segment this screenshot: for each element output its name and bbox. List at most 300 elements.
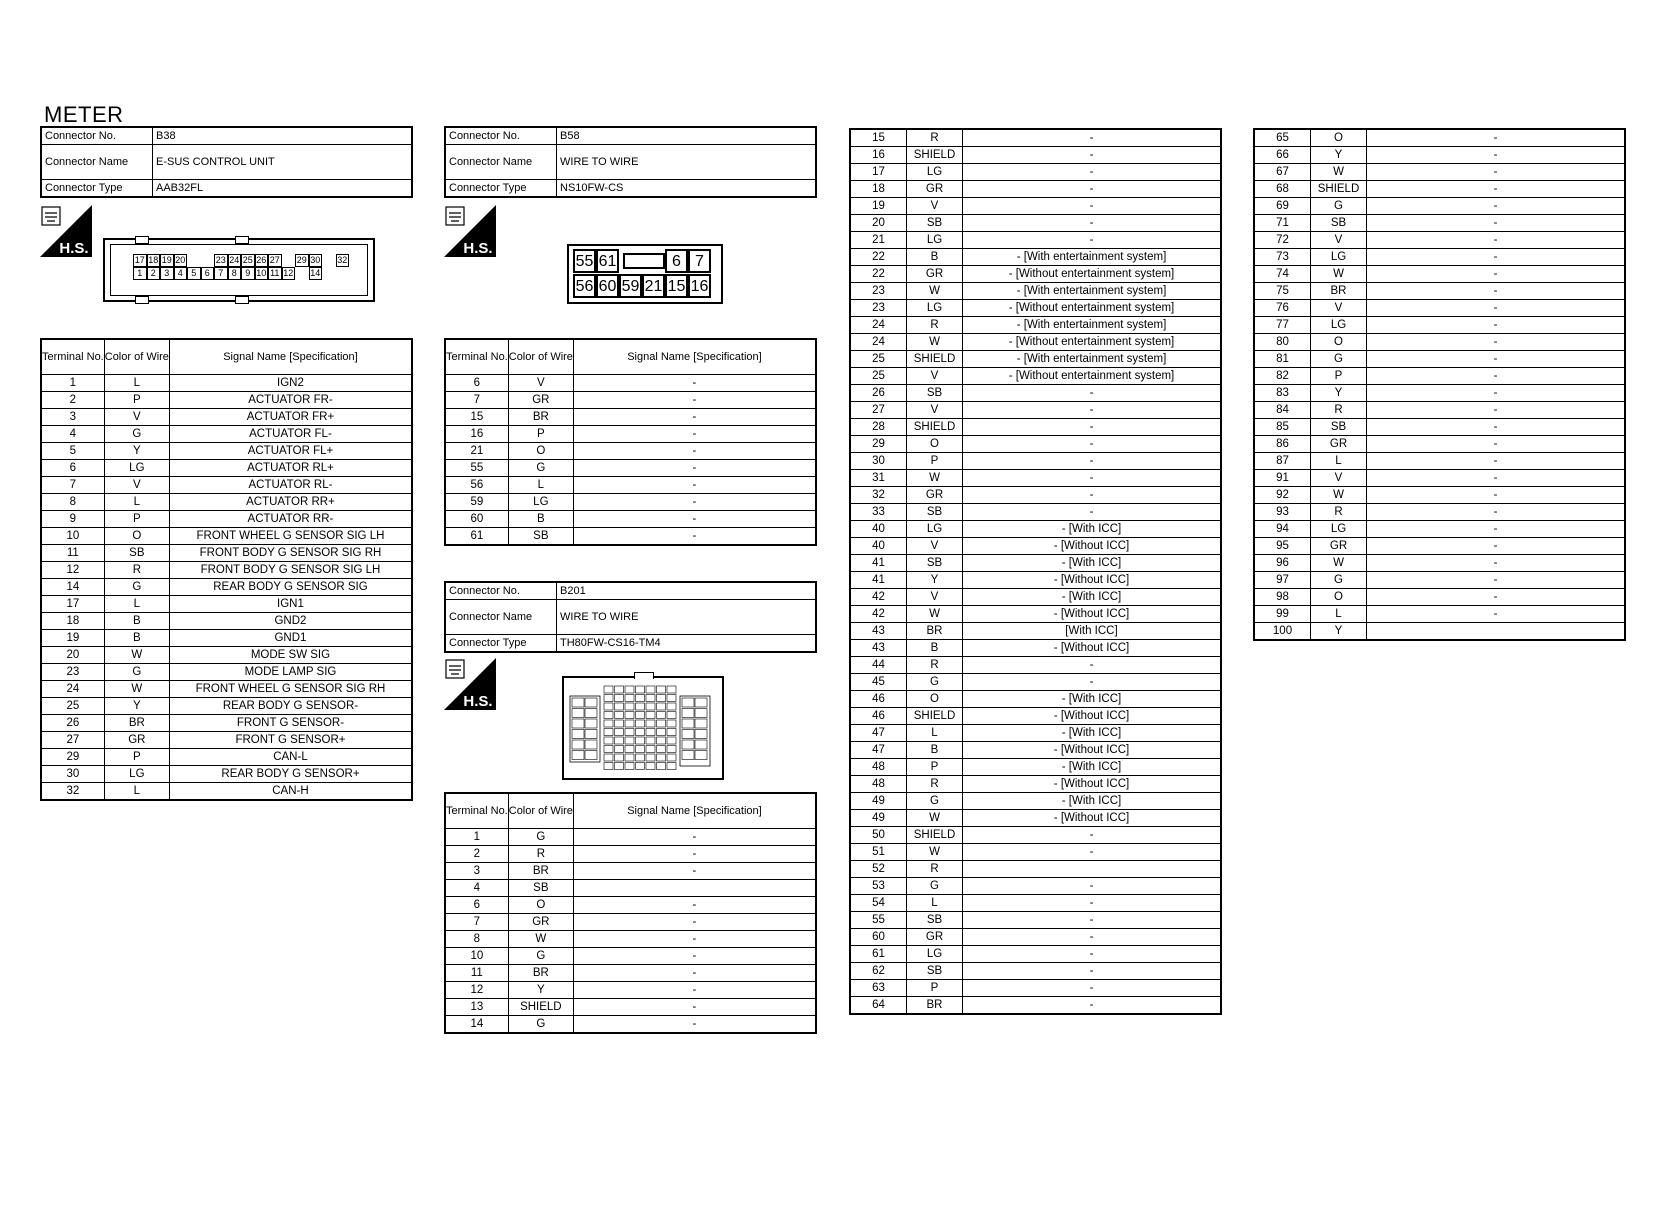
wire-color-cell: P — [907, 453, 963, 470]
signal-name-cell: - [Without ICC] — [963, 776, 1222, 793]
terminal-no-cell: 61 — [850, 946, 907, 963]
wire-color-cell: LG — [907, 232, 963, 249]
terminal-no-cell: 21 — [850, 232, 907, 249]
terminal-no-cell: 17 — [850, 164, 907, 181]
table-row — [850, 657, 1221, 674]
terminal-no-cell: 24 — [850, 317, 907, 334]
connector-pin — [625, 686, 634, 693]
terminal-no-cell: 84 — [1254, 402, 1311, 419]
signal-name-cell: ACTUATOR RL- — [169, 477, 412, 494]
wire-color-cell: BR — [508, 863, 573, 880]
terminal-no-cell: 87 — [1254, 453, 1311, 470]
connector-pin — [657, 754, 666, 761]
table-row — [850, 334, 1221, 351]
table-row — [850, 793, 1221, 810]
connector-key — [623, 253, 665, 269]
wire-color-cell: V — [907, 589, 963, 606]
terminal-no-cell: 12 — [41, 562, 104, 579]
terminal-no-cell: 65 — [1254, 129, 1311, 147]
signal-name-cell: - — [1367, 368, 1626, 385]
connector-diagram-b201 — [562, 676, 724, 780]
connector-pin — [646, 695, 655, 702]
wire-color-cell: SB — [907, 504, 963, 521]
signal-name-cell: GND1 — [169, 630, 412, 647]
table-row — [445, 965, 816, 982]
wire-color-cell: W — [907, 470, 963, 487]
table-row — [850, 521, 1221, 538]
terminal-no-cell: 2 — [445, 846, 508, 863]
connector-pin — [646, 754, 655, 761]
signal-name-cell: - — [1367, 572, 1626, 589]
signal-name-cell: - — [1367, 521, 1626, 538]
connector-pin — [682, 709, 694, 718]
wire-color-cell: LG — [1311, 249, 1367, 266]
signal-name-cell: ACTUATOR RR+ — [169, 494, 412, 511]
signal-name-cell: - — [1367, 606, 1626, 623]
terminal-no-cell: 25 — [850, 351, 907, 368]
table-row — [1254, 215, 1625, 232]
table-row — [445, 494, 816, 511]
connector-pin — [636, 712, 645, 719]
table-row — [850, 453, 1221, 470]
signal-name-cell: - — [1367, 249, 1626, 266]
header-terminal: Terminal No. — [445, 339, 508, 375]
connector-pin — [615, 737, 624, 744]
signal-name-cell: - [Without entertainment system] — [963, 300, 1222, 317]
harness-side-icon — [444, 658, 496, 710]
terminal-no-cell: 73 — [1254, 249, 1311, 266]
terminal-no-cell: 60 — [850, 929, 907, 946]
signal-name-cell: - — [1367, 351, 1626, 368]
signal-name-cell: - [With entertainment system] — [963, 249, 1222, 266]
terminal-no-cell: 97 — [1254, 572, 1311, 589]
connector-pin: 32 — [337, 255, 348, 265]
signal-name-cell: - — [963, 912, 1222, 929]
terminal-no-cell: 25 — [41, 698, 104, 715]
table-row — [41, 749, 412, 766]
terminal-no-cell: 77 — [1254, 317, 1311, 334]
signal-name-cell: - — [1367, 283, 1626, 300]
terminal-no-cell: 31 — [850, 470, 907, 487]
connector-pin — [657, 703, 666, 710]
table-row — [1254, 129, 1625, 147]
signal-name-cell: REAR BODY G SENSOR- — [169, 698, 412, 715]
signal-name-cell: - — [573, 528, 816, 546]
table-row — [850, 300, 1221, 317]
table-row — [850, 742, 1221, 759]
terminal-no-cell: 66 — [1254, 147, 1311, 164]
wire-color-cell: LG — [1311, 521, 1367, 538]
table-row — [445, 931, 816, 948]
connector-pin — [636, 720, 645, 727]
connector-pin — [615, 703, 624, 710]
header-terminal: Terminal No. — [445, 793, 508, 829]
wire-color-cell: BR — [508, 409, 573, 426]
table-row — [41, 698, 412, 715]
signal-name-cell — [573, 880, 816, 897]
table-row — [445, 880, 816, 897]
signal-name-cell: - — [1367, 232, 1626, 249]
connector-pin — [636, 754, 645, 761]
connector-pin — [615, 695, 624, 702]
connector-pin — [625, 737, 634, 744]
connector-pin — [682, 730, 694, 739]
connector-pin — [604, 729, 613, 736]
table-row — [41, 596, 412, 613]
table-row — [850, 861, 1221, 878]
terminal-no-cell: 29 — [41, 749, 104, 766]
wire-color-cell: L — [104, 596, 169, 613]
terminal-no-cell: 43 — [850, 640, 907, 657]
connector-name-label: Connector Name — [445, 145, 557, 180]
wire-color-cell: LG — [907, 164, 963, 181]
signal-name-cell: FRONT WHEEL G SENSOR SIG LH — [169, 528, 412, 545]
connector-pin: 20 — [175, 255, 186, 265]
table-row — [850, 997, 1221, 1015]
terminal-no-cell: 16 — [850, 147, 907, 164]
terminal-no-cell: 3 — [445, 863, 508, 880]
connector-pin: 5 — [187, 267, 201, 280]
signal-name-cell: - — [1367, 436, 1626, 453]
wire-color-cell: O — [508, 897, 573, 914]
connector-type-label: Connector Type — [445, 180, 557, 198]
connector-pin — [646, 720, 655, 727]
terminal-no-cell: 49 — [850, 810, 907, 827]
wire-color-cell: B — [907, 742, 963, 759]
wire-color-cell: SB — [508, 880, 573, 897]
wire-color-cell: Y — [1311, 623, 1367, 641]
wire-color-cell: P — [907, 759, 963, 776]
wire-color-cell: W — [1311, 164, 1367, 181]
signal-name-cell: - — [573, 965, 816, 982]
terminal-no-cell: 26 — [850, 385, 907, 402]
signal-name-cell: - — [963, 215, 1222, 232]
connector-pin — [615, 720, 624, 727]
wire-color-cell: P — [104, 511, 169, 528]
connector-pin — [636, 703, 645, 710]
connector-pin — [636, 729, 645, 736]
signal-name-cell: - — [963, 385, 1222, 402]
connector-pin: 15 — [665, 274, 688, 298]
table-row — [850, 640, 1221, 657]
terminal-no-cell: 32 — [850, 487, 907, 504]
connector-pin — [604, 712, 613, 719]
table-row — [445, 1016, 816, 1034]
terminal-no-cell: 63 — [850, 980, 907, 997]
signal-name-cell: - — [1367, 504, 1626, 521]
terminal-no-cell: 6 — [41, 460, 104, 477]
wire-color-cell: Y — [508, 982, 573, 999]
terminal-no-cell: 1 — [445, 829, 508, 846]
signal-name-cell: ACTUATOR FL+ — [169, 443, 412, 460]
table-row — [41, 579, 412, 596]
terminal-no-cell: 4 — [41, 426, 104, 443]
table-row — [1254, 181, 1625, 198]
connector-name-value: WIRE TO WIRE — [557, 145, 817, 180]
connector-pin — [682, 719, 694, 728]
signal-name-cell: ACTUATOR FR+ — [169, 409, 412, 426]
wire-color-cell: L — [1311, 606, 1367, 623]
connector-type-value: AAB32FL — [153, 180, 413, 198]
table-row — [1254, 198, 1625, 215]
table-row — [41, 783, 412, 801]
connector-pin — [657, 695, 666, 702]
terminal-no-cell: 100 — [1254, 623, 1311, 641]
table-row — [445, 511, 816, 528]
connector-pin: 1 — [133, 267, 147, 280]
table-row — [445, 897, 816, 914]
signal-name-cell: - — [963, 232, 1222, 249]
terminal-no-cell: 8 — [445, 931, 508, 948]
terminal-no-cell: 27 — [850, 402, 907, 419]
connector-pin: 23 — [215, 255, 226, 265]
wire-color-cell: SB — [104, 545, 169, 562]
table-row — [850, 470, 1221, 487]
signal-name-cell: - — [573, 477, 816, 494]
terminal-no-cell: 22 — [850, 249, 907, 266]
terminal-no-cell: 14 — [41, 579, 104, 596]
wire-color-cell: V — [1311, 470, 1367, 487]
table-row — [445, 477, 816, 494]
terminal-no-cell: 20 — [41, 647, 104, 664]
signal-name-cell: [With ICC] — [963, 623, 1222, 640]
table-row — [1254, 487, 1625, 504]
connector-pin — [636, 737, 645, 744]
terminal-no-cell: 68 — [1254, 181, 1311, 198]
connector-pin: 14 — [310, 268, 321, 278]
wire-color-cell: L — [907, 725, 963, 742]
connector-pin — [572, 709, 584, 718]
connector-pin — [625, 754, 634, 761]
connector-header-b58 — [444, 126, 817, 198]
header-color: Color of Wire — [508, 339, 573, 375]
wire-color-cell: O — [1311, 129, 1367, 147]
terminal-no-cell: 99 — [1254, 606, 1311, 623]
wire-color-cell: V — [1311, 300, 1367, 317]
terminal-no-cell: 69 — [1254, 198, 1311, 215]
wire-color-cell: GR — [1311, 436, 1367, 453]
header-color: Color of Wire — [104, 339, 169, 375]
wire-color-cell: B — [907, 640, 963, 657]
wire-color-cell: R — [907, 776, 963, 793]
wire-color-cell: LG — [104, 766, 169, 783]
terminal-no-cell: 23 — [41, 664, 104, 681]
terminal-no-cell: 50 — [850, 827, 907, 844]
terminal-no-cell: 56 — [445, 477, 508, 494]
signal-name-cell: - — [963, 946, 1222, 963]
terminal-no-cell: 18 — [41, 613, 104, 630]
terminal-no-cell: 14 — [445, 1016, 508, 1034]
terminal-no-cell: 61 — [445, 528, 508, 546]
connector-pin — [667, 754, 676, 761]
signal-name-cell: - — [1367, 147, 1626, 164]
connector-pin: 24 — [229, 255, 240, 265]
connector-pin: 61 — [596, 249, 619, 273]
terminal-no-cell: 7 — [445, 392, 508, 409]
terminal-no-cell: 93 — [1254, 504, 1311, 521]
wire-color-cell: R — [907, 317, 963, 334]
connector-pin: 9 — [241, 267, 255, 280]
signal-name-cell: - [Without entertainment system] — [963, 334, 1222, 351]
connector-pin: 7 — [214, 267, 228, 280]
signal-name-cell: - — [573, 392, 816, 409]
table-row — [445, 460, 816, 477]
terminal-no-cell: 28 — [850, 419, 907, 436]
signal-name-cell: - [With entertainment system] — [963, 283, 1222, 300]
terminal-no-cell: 23 — [850, 283, 907, 300]
signal-name-cell: - — [1367, 453, 1626, 470]
table-row — [1254, 589, 1625, 606]
connector-pin — [667, 720, 676, 727]
table-row — [41, 375, 412, 392]
terminal-no-cell: 54 — [850, 895, 907, 912]
wire-color-cell: SB — [1311, 419, 1367, 436]
terminal-no-cell: 95 — [1254, 538, 1311, 555]
connector-pin: 8 — [228, 267, 242, 280]
signal-name-cell: - — [1367, 215, 1626, 232]
connector-pin — [604, 746, 613, 753]
connector-pin — [572, 751, 584, 760]
table-row — [1254, 402, 1625, 419]
signal-name-cell: - — [1367, 419, 1626, 436]
connector-pin — [646, 737, 655, 744]
table-row — [850, 266, 1221, 283]
table-row — [1254, 266, 1625, 283]
connector-pin — [604, 737, 613, 744]
terminal-no-cell: 67 — [1254, 164, 1311, 181]
terminal-no-cell: 72 — [1254, 232, 1311, 249]
table-row — [41, 443, 412, 460]
table-row — [850, 878, 1221, 895]
connector-pin — [615, 746, 624, 753]
signal-name-cell: - — [573, 931, 816, 948]
connector-pin — [695, 698, 707, 707]
signal-name-cell: - — [963, 878, 1222, 895]
signal-name-cell: - — [963, 504, 1222, 521]
terminal-no-cell: 33 — [850, 504, 907, 521]
signal-name-cell: FRONT G SENSOR+ — [169, 732, 412, 749]
table-row — [1254, 538, 1625, 555]
connector-pin — [625, 720, 634, 727]
signal-name-cell: - [With ICC] — [963, 691, 1222, 708]
terminal-no-cell: 55 — [850, 912, 907, 929]
hs-label: H.S. — [59, 240, 89, 257]
table-row — [41, 732, 412, 749]
table-row — [41, 613, 412, 630]
wire-color-cell: SHIELD — [907, 419, 963, 436]
signal-name-cell: - — [1367, 266, 1626, 283]
connector-pin — [646, 686, 655, 693]
table-row — [1254, 453, 1625, 470]
signal-name-cell: FRONT BODY G SENSOR SIG LH — [169, 562, 412, 579]
terminal-no-cell: 46 — [850, 708, 907, 725]
table-row — [1254, 300, 1625, 317]
table-row — [41, 511, 412, 528]
connector-pin: 17 — [134, 255, 145, 265]
terminal-no-cell: 42 — [850, 589, 907, 606]
signal-name-cell: - — [573, 948, 816, 965]
wire-color-cell: L — [907, 895, 963, 912]
connector-pin: 56 — [573, 274, 596, 298]
signal-name-cell: - — [573, 999, 816, 1016]
terminal-no-cell: 46 — [850, 691, 907, 708]
signal-name-cell: - — [963, 147, 1222, 164]
signal-name-cell: - — [1367, 300, 1626, 317]
connector-pin: 19 — [161, 255, 172, 265]
connector-pin — [667, 737, 676, 744]
connector-pin — [604, 695, 613, 702]
connector-pin — [572, 719, 584, 728]
wire-color-cell: R — [508, 846, 573, 863]
wire-color-cell: G — [907, 878, 963, 895]
signal-name-cell: - — [1367, 181, 1626, 198]
wire-color-cell: SHIELD — [907, 827, 963, 844]
signal-name-cell: - — [963, 198, 1222, 215]
wire-color-cell: R — [104, 562, 169, 579]
signal-name-cell: ACTUATOR RR- — [169, 511, 412, 528]
table-row — [850, 368, 1221, 385]
table-row — [445, 948, 816, 965]
terminal-no-cell: 41 — [850, 572, 907, 589]
connector-pin: 12 — [283, 268, 294, 278]
wire-color-cell: G — [508, 948, 573, 965]
terminal-no-cell: 16 — [445, 426, 508, 443]
signal-name-cell: - — [573, 375, 816, 392]
terminal-no-cell: 86 — [1254, 436, 1311, 453]
wire-color-cell: O — [1311, 334, 1367, 351]
terminal-no-cell: 96 — [1254, 555, 1311, 572]
connector-pin — [646, 729, 655, 736]
terminal-no-cell: 48 — [850, 759, 907, 776]
table-row — [850, 946, 1221, 963]
terminal-no-cell: 24 — [850, 334, 907, 351]
table-row — [1254, 317, 1625, 334]
terminal-no-cell: 47 — [850, 725, 907, 742]
terminal-no-cell: 40 — [850, 521, 907, 538]
table-row — [850, 844, 1221, 861]
signal-name-cell: FRONT WHEEL G SENSOR SIG RH — [169, 681, 412, 698]
terminal-no-cell: 1 — [41, 375, 104, 392]
terminal-no-cell: 23 — [850, 300, 907, 317]
terminal-no-cell: 30 — [41, 766, 104, 783]
wire-color-cell: B — [104, 613, 169, 630]
signal-name-cell: - [Without ICC] — [963, 572, 1222, 589]
connector-pin: 30 — [310, 255, 321, 265]
table-row — [850, 895, 1221, 912]
table-row — [850, 147, 1221, 164]
wire-color-cell: W — [907, 810, 963, 827]
connector-no-value: B201 — [557, 582, 817, 600]
table-row — [41, 766, 412, 783]
signal-name-cell: - [Without ICC] — [963, 538, 1222, 555]
connector-type-value: NS10FW-CS — [557, 180, 817, 198]
wire-color-cell: BR — [508, 965, 573, 982]
connector-pin — [625, 703, 634, 710]
signal-name-cell: CAN-L — [169, 749, 412, 766]
table-row — [41, 630, 412, 647]
table-row — [850, 419, 1221, 436]
signal-name-cell: - — [963, 674, 1222, 691]
wire-color-cell: GR — [907, 929, 963, 946]
table-row — [41, 477, 412, 494]
wire-color-cell: Y — [907, 572, 963, 589]
connector-pin — [625, 729, 634, 736]
table-row — [850, 810, 1221, 827]
connector-pin — [625, 712, 634, 719]
wire-color-cell: L — [104, 375, 169, 392]
signal-name-cell: - — [573, 897, 816, 914]
wire-color-cell: B — [104, 630, 169, 647]
